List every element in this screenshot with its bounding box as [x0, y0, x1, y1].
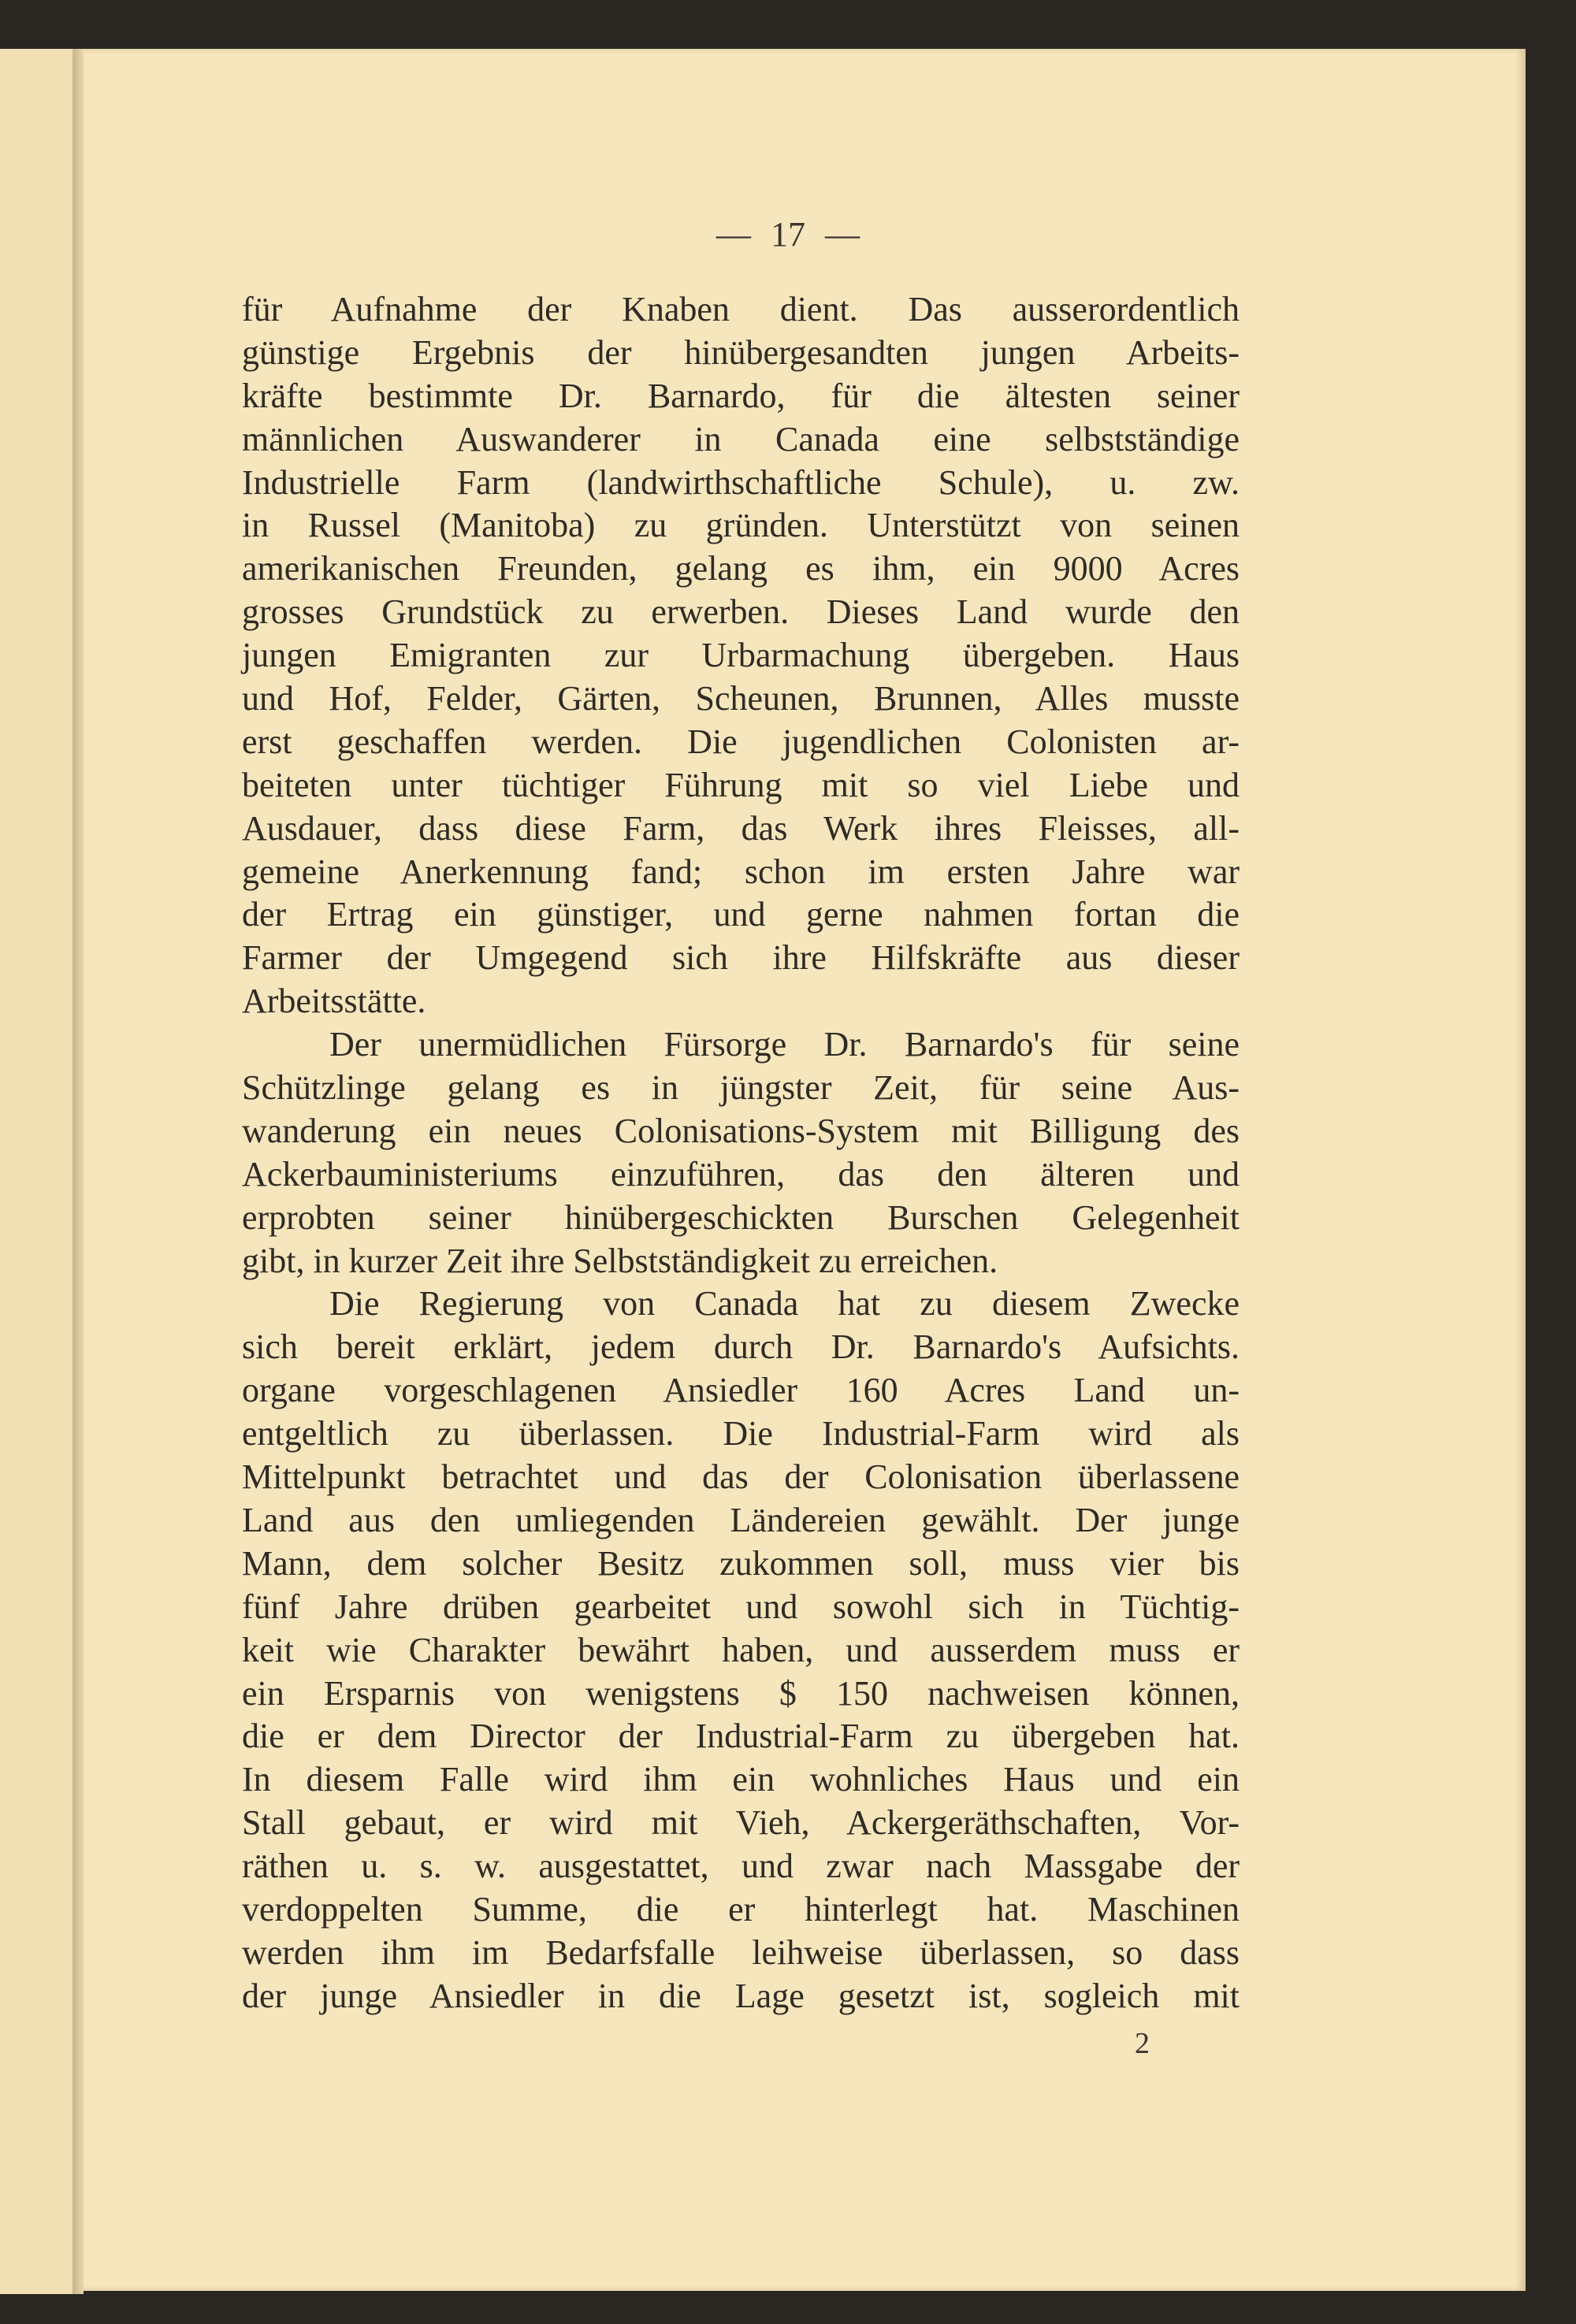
text-line: verdoppelten Summe, die er hinterlegt hat. Maschinen [242, 1889, 1240, 1929]
page-number: — 17 — [716, 215, 860, 254]
text-line: grosses Grundstück zu erwerben. Dieses Land wurde den [242, 592, 1240, 632]
text-line: Industrielle Farm (landwirthschaftliche Schule), u. zw. [242, 462, 1240, 502]
text-line: erprobten seiner hinübergeschickten Burschen Gelegenheit [242, 1197, 1240, 1237]
text-line: Ausdauer, dass diese Farm, das Werk ihres Fleisses, all- [242, 808, 1240, 848]
text-line: in Russel (Manitoba) zu gründen. Unterstützt von seinen [242, 506, 1240, 545]
text-line: kräfte bestimmte Dr. Barnardo, für die ältesten seiner [242, 376, 1240, 415]
text-line: und Hof, Felder, Gärten, Scheunen, Brunnen, Alles musste [242, 679, 1240, 718]
text-line: jungen Emigranten zur Urbarmachung übergeben. Haus [242, 636, 1240, 675]
text-line: die er dem Director der Industrial-Farm zu übergeben hat. [242, 1717, 1240, 1756]
text-line: der junge Ansiedler in die Lage gesetzt ist, sogleich mit [242, 1976, 1240, 2015]
text-line: amerikanischen Freunden, gelang es ihm, ein 9000 Acres [242, 549, 1240, 588]
text-line: Land aus den umliegenden Ländereien gewählt. Der junge [242, 1500, 1240, 1539]
text-line: Der unermüdlichen Fürsorge Dr. Barnardo's für seine [329, 1025, 1240, 1064]
body-text [242, 288, 1240, 2018]
text-line: gemeine Anerkennung fand; schon im ersten Jahre war [242, 852, 1240, 891]
text-line: Stall gebaut, er wird mit Vieh, Ackergeräthschaften, Vor- [242, 1803, 1240, 1843]
text-line: wanderung ein neues Colonisations-System mit Billigung des [242, 1111, 1240, 1150]
text-line: In diesem Falle wird ihm ein wohnliches Haus und ein [242, 1760, 1240, 1799]
text-line: Mann, dem solcher Besitz zukommen soll, muss vier bis [242, 1543, 1240, 1583]
text-line: für Aufnahme der Knaben dient. Das ausserordentlich [242, 290, 1240, 329]
text-line: männlichen Auswanderer in Canada eine selbstständige [242, 419, 1240, 458]
text-line: ein Ersparnis von wenigstens $ 150 nachweisen können, [242, 1673, 1240, 1713]
text-line: erst geschaffen werden. Die jugendlichen Colonisten ar- [242, 722, 1240, 761]
text-line: organe vorgeschlagenen Ansiedler 160 Acres Land un- [242, 1371, 1240, 1410]
facing-page-edge [0, 49, 72, 2294]
signature-mark: 2 [1135, 2027, 1150, 2060]
text-line: entgeltlich zu überlassen. Die Industrial-Farm wird als [242, 1414, 1240, 1453]
text-line: Schützlinge gelang es in jüngster Zeit, für seine Aus- [242, 1068, 1240, 1108]
text-line: günstige Ergebnis der hinübergesandten jungen Arbeits- [242, 332, 1240, 372]
text-line: Arbeitsstätte. [242, 982, 426, 1021]
text-line: fünf Jahre drüben gearbeitet und sowohl sich in Tüchtig- [242, 1587, 1240, 1626]
text-line: gibt, in kurzer Zeit ihre Selbstständigkeit zu erreichen. [242, 1241, 998, 1280]
book-gutter [72, 49, 84, 2294]
text-line: der Ertrag ein günstiger, und gerne nahmen fortan die [242, 895, 1240, 934]
text-line: Ackerbauministeriums einzuführen, das den älteren und [242, 1154, 1240, 1194]
text-line: sich bereit erklärt, jedem durch Dr. Barnardo's Aufsichts. [242, 1327, 1240, 1367]
text-line: keit wie Charakter bewährt haben, und ausserdem muss er [242, 1630, 1240, 1669]
text-line: Farmer der Umgegend sich ihre Hilfskräfte aus dieser [242, 938, 1240, 978]
text-line: werden ihm im Bedarfsfalle leihweise überlassen, so dass [242, 1932, 1240, 1972]
text-line: Mittelpunkt betrachtet und das der Colonisation überlassene [242, 1457, 1240, 1497]
text-line: Die Regierung von Canada hat zu diesem Zwecke [329, 1284, 1240, 1323]
text-line: beiteten unter tüchtiger Führung mit so viel Liebe und [242, 765, 1240, 804]
text-line: räthen u. s. w. ausgestattet, und zwar nach Massgabe der [242, 1847, 1240, 1886]
